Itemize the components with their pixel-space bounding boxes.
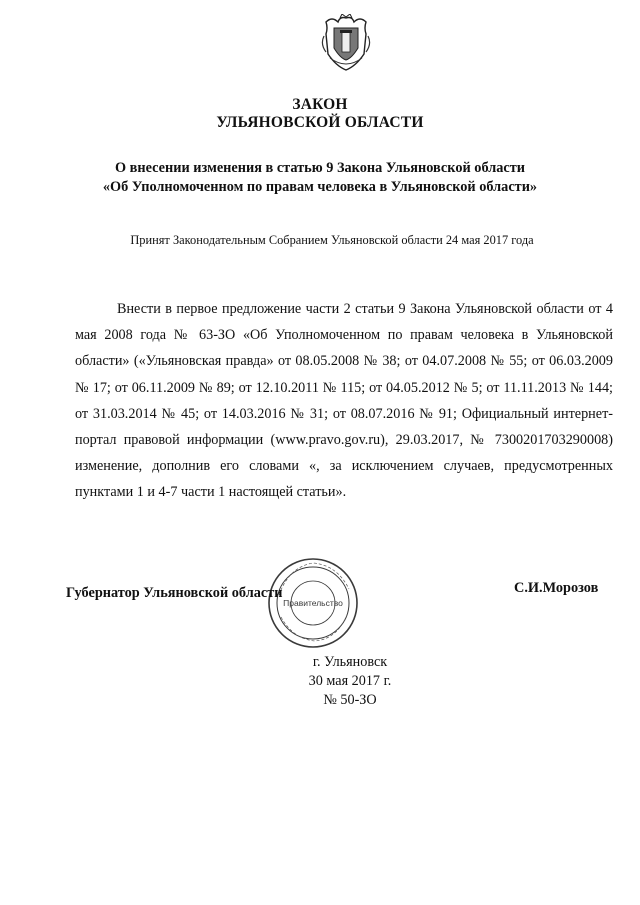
law-subject [0, 159, 640, 197]
signing-date: 30 мая 2017 г. [308, 673, 392, 689]
signing-place: г. Ульяновск [312, 654, 388, 670]
signatory-title: Губернатор Ульяновской области [66, 585, 283, 601]
official-seal-icon [265, 555, 361, 651]
law-subject-line-2: «Об Уполномоченном по правам человека в Ульяновской области» [102, 179, 538, 195]
law-body: Внести в первое предложение части 2 статьи 9 Закона Ульяновской области от 4 мая 2008 года № 63-ЗО «Об Уполномоченном по правам человека в Ульяновской области» («Ульяновская правда» от 08.05.2008 № 38; от 04.07.2008 № 55; от 06.03.2009 № 17; от 06.11.2009 № 89; от 12.10.2011 № 115; от 04.05.2012 № 5; от 11.11.2013 № 144; от 31.03.2014 № 45; от 14.03.2016 № 31; от 08.07.2016 № 91; Официальный интернет-портал правовой информации (www.pravo.gov.ru), 29.03.2017, № 7300201703290008) изменение, дополнив его словами «, за исключением случаев, предусмотренных пунктами 1 и 4-7 части 1 настоящей статьи». [75, 301, 613, 501]
law-title-line-1: ЗАКОН [292, 96, 348, 113]
adoption-note: Принят Законодательным Собранием Ульяновской области 24 мая 2017 года [130, 233, 534, 247]
signatory-name: С.И.Морозов [514, 580, 599, 596]
coat-of-arms-icon [320, 14, 372, 72]
law-subject-line-1: О внесении изменения в статью 9 Закона Ульяновской области [114, 160, 526, 176]
law-number: № 50-ЗО [323, 692, 377, 708]
signing-details [30, 653, 640, 710]
seal-text: Правительство [283, 598, 343, 608]
law-title-line-2: УЛЬЯНОВСКОЙ ОБЛАСТИ [216, 114, 424, 131]
law-title [0, 96, 640, 132]
